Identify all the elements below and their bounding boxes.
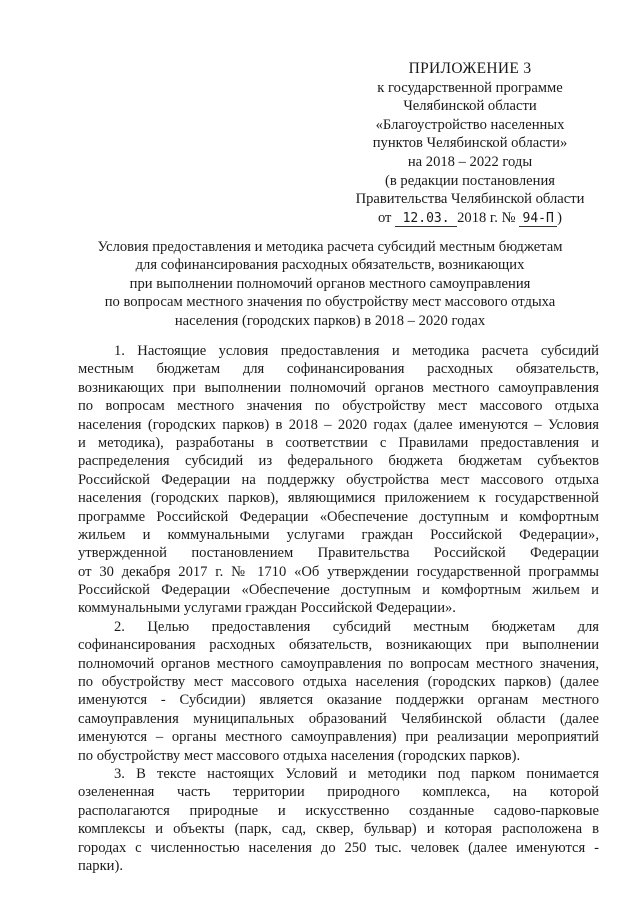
handwritten-number: 94-П	[519, 212, 557, 227]
body-line: и методика), разработаны в соответствии с Правилами предоставления и	[78, 434, 599, 451]
heading-line: населения (городских парков) в 2018 – 2020 годах	[174, 312, 486, 329]
body-line: городах с численностью населения до 250 тыс. человек (далее именуются -	[78, 839, 599, 856]
body-line: самоуправления муниципальных образований Челябинской области (далее	[78, 710, 599, 727]
body-line: располагаются природные и искусственно созданные садово-парковые	[78, 802, 599, 819]
heading-line: Условия предоставления и методика расчета субсидий местным бюджетам	[97, 239, 563, 255]
appendix-line: на 2018 – 2022 годы	[407, 153, 533, 170]
body-line: Российской Федерации на поддержку обустройства мест массового отдыха	[78, 471, 599, 488]
body-line: комплексы и объекты (парк, сад, сквер, бульвар) и которая расположена в	[78, 821, 599, 838]
document-body	[78, 342, 599, 875]
body-line: именуются – органы местного самоуправления) при реализации мероприятий	[78, 729, 599, 746]
appendix-title: ПРИЛОЖЕНИЕ 3	[408, 60, 532, 77]
appendix-line: Правительства Челябинской области	[355, 191, 585, 208]
body-line: жильем и коммунальными услугами граждан Российской Федерации»,	[78, 526, 599, 543]
body-line: населения (городских парков), являющимися приложением к государственной	[78, 490, 599, 507]
body-line: по обустройству мест массового отдыха населения (городских парков) (далее	[78, 674, 599, 691]
body-line: по вопросам местного значения по обустройству мест массового отдыха	[78, 398, 599, 415]
document-heading	[60, 238, 600, 330]
appendix-line: к государственной программе	[377, 79, 563, 96]
heading-line: для софинансирования расходных обязательств, возникающих	[135, 257, 525, 274]
body-line: Российской Федерации «Обеспечение доступным и комфортным жильем и	[78, 582, 599, 599]
appendix-line: (в редакции постановления	[385, 172, 555, 189]
date-suffix: )	[557, 209, 563, 226]
body-line: 2. Целью предоставления субсидий местным бюджетам для	[114, 618, 599, 635]
appendix-line: Челябинской области	[403, 98, 537, 115]
date-prefix: от	[377, 209, 392, 226]
body-line: парки).	[78, 857, 123, 874]
body-line: коммунальными услугами граждан Российской Федерации».	[78, 600, 456, 617]
body-line: 3. В тексте настоящих Условий и методики под парком понимается	[114, 765, 599, 782]
heading-line: по вопросам местного значения по обустройству мест массового отдыха	[104, 294, 556, 311]
body-line: населения (городских парков) в 2018 – 2020 годах (далее именуются – Условия	[78, 416, 599, 433]
body-line: 1. Настоящие условия предоставления и методика расчета субсидий	[114, 343, 599, 359]
body-line: местным бюджетам для софинансирования расходных обязательств,	[78, 361, 599, 378]
body-line: утвержденной постановлением Правительства Российской Федерации	[78, 545, 599, 562]
body-line: софинансирования расходных обязательств, возникающих при выполнении	[78, 637, 599, 654]
date-year: 2018 г. №	[457, 209, 516, 226]
body-line: озелененная часть территории природного комплекса, на которой	[78, 784, 599, 801]
appendix-line: пунктов Челябинской области»	[372, 135, 568, 152]
handwritten-date: 12.03.	[395, 212, 457, 227]
appendix-block	[340, 60, 600, 227]
body-line: именуются - Субсидии) является оказание поддержки органам местного	[78, 692, 599, 709]
body-line: полномочий органов местного самоуправления по вопросам местного значения,	[78, 655, 599, 672]
body-line: распределения субсидий из федерального бюджета бюджетам субъектов	[78, 453, 599, 470]
heading-line: при выполнении полномочий органов местного самоуправления	[129, 275, 531, 292]
appendix-date-line	[340, 209, 600, 228]
appendix-line: «Благоустройство населенных	[375, 116, 565, 133]
body-line: программе Российской Федерации «Обеспечение доступным и комфортным	[78, 508, 599, 525]
body-line: по обустройству мест массового отдыха населения (городских парков).	[78, 747, 521, 764]
body-line: от 30 декабря 2017 г. № 1710 «Об утверждении государственной программы	[78, 563, 599, 580]
body-line: возникающих при выполнении полномочий органов местного самоуправления	[78, 379, 599, 396]
